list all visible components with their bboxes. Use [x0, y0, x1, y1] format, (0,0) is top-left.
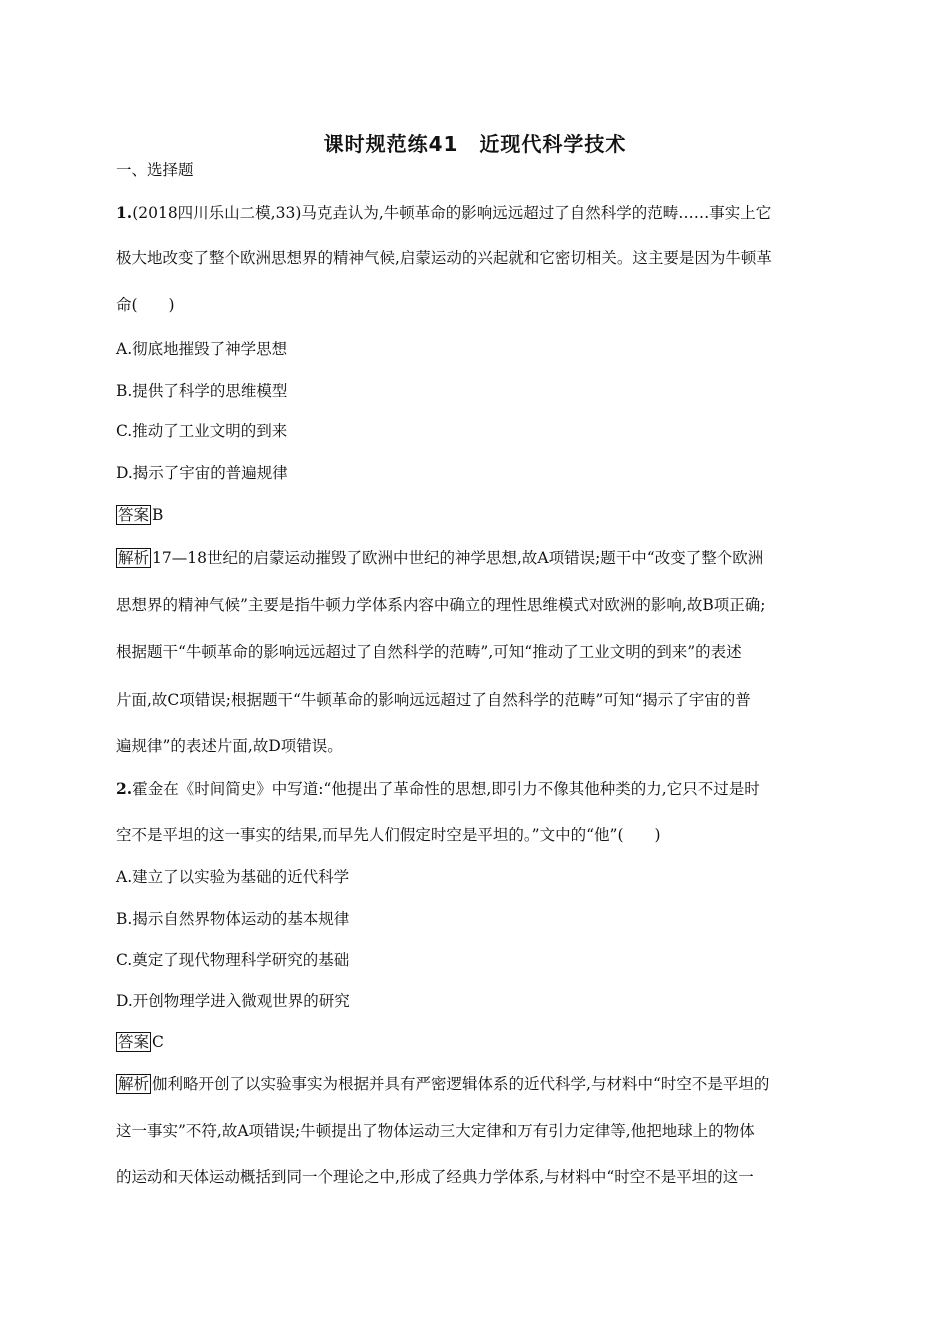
section-heading: 一、选择题 [116, 161, 194, 179]
answer-label-box: 答案 [118, 1033, 150, 1051]
question-2-option-c: C.奠定了现代物理科学研究的基础 [116, 951, 350, 969]
question-1-answer [116, 505, 163, 525]
question-1-analysis-line-5: 遍规律”的表述片面,故D项错误。 [116, 737, 343, 755]
question-2-analysis-line-1: 解析 伽利略开创了以实验事实为根据并具有严密逻辑体系的近代科学,与材料中“时空不是平坦的 [118, 1075, 770, 1093]
answer-value: C [152, 1033, 164, 1051]
question-2-option-d: D.开创物理学进入微观世界的研究 [116, 992, 350, 1010]
question-2-stem-line-1: 2.霍金在《时间简史》中写道:“他提出了革命性的思想,即引力不像其他种类的力,它只不过是时 [116, 779, 760, 798]
question-2-analysis-line-2: 这一事实”不符,故A项错误;牛顿提出了物体运动三大定律和万有引力定律等,他把地球上的物体 [116, 1122, 755, 1140]
answer-label-box: 答案 [118, 506, 150, 524]
question-1-analysis-line-1: 解析 17—18世纪的启蒙运动摧毁了欧洲中世纪的神学思想,故A项错误;题干中“改变了整个欧洲 [118, 549, 764, 567]
question-1-option-a: A.彻底地摧毁了神学思想 [116, 340, 288, 358]
question-1-stem-line-1: 1.(2018四川乐山二模,33)马克垚认为,牛顿革命的影响远远超过了自然科学的范畴……事实上它 [116, 203, 772, 222]
question-2-answer [116, 1032, 164, 1052]
question-2-option-a: A.建立了以实验为基础的近代科学 [116, 868, 350, 886]
question-1-option-d: D.揭示了宇宙的普遍规律 [116, 464, 288, 482]
question-2-stem-line-2: 空不是平坦的这一事实的结果,而早先人们假定时空是平坦的。”文中的“他”( ) [116, 826, 661, 844]
question-1-stem-line-2: 极大地改变了整个欧洲思想界的精神气候,启蒙运动的兴起就和它密切相关。这主要是因为牛顿革 [116, 249, 772, 267]
question-1-analysis-line-2: 思想界的精神气候”主要是指牛顿力学体系内容中确立的理性思维模式对欧洲的影响,故B项正确; [116, 596, 766, 614]
answer-value: B [152, 506, 164, 524]
question-2-number: 2. [116, 779, 133, 798]
question-1-analysis-line-4: 片面,故C项错误;根据题干“牛顿革命的影响远远超过了自然科学的范畴”可知“揭示了宇宙的普 [116, 691, 751, 709]
question-1-analysis-line-3: 根据题干“牛顿革命的影响远远超过了自然科学的范畴”,可知“推动了工业文明的到来”的表述 [116, 643, 742, 661]
question-1-stem-line-3: 命( ) [116, 296, 175, 314]
question-1-option-b: B.提供了科学的思维模型 [116, 382, 288, 400]
question-1-number: 1. [116, 203, 133, 222]
question-2-analysis-line-3: 的运动和天体运动概括到同一个理论之中,形成了经典力学体系,与材料中“时空不是平坦的这一 [116, 1168, 754, 1186]
question-1-option-c: C.推动了工业文明的到来 [116, 422, 288, 440]
analysis-label-box: 解析 [118, 549, 150, 567]
question-2-option-b: B.揭示自然界物体运动的基本规律 [116, 910, 350, 928]
analysis-label-box: 解析 [118, 1075, 150, 1093]
page-title: 课时规范练41 近现代科学技术 [323, 132, 627, 156]
